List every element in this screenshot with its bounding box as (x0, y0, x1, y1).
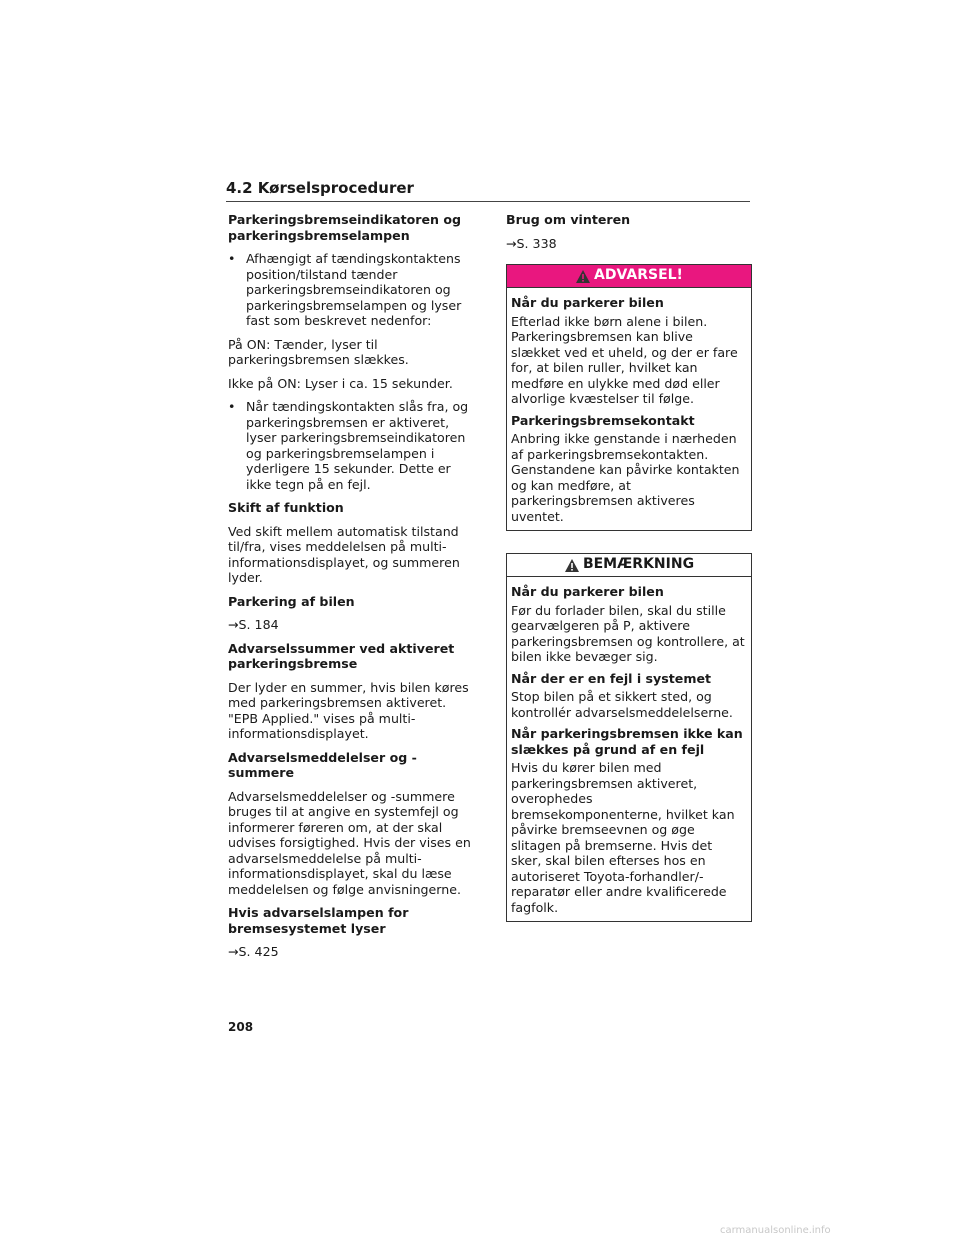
warning-box-body (507, 288, 751, 530)
warning-box-title: ADVARSEL! (594, 267, 683, 284)
paragraph: Ved skift mellem automatisk tilstand til/fra, vises meddelelsen på multi-informationsdisplayet, og summeren lyder. (228, 523, 460, 585)
bullet-text: Afhængigt af tændingskontaktens position/tilstand tænder parkeringsbremseindikatoren og parkeringsbremselampen og lyser fast som beskrevet nedenfor: (246, 251, 462, 328)
heading-warning-messages: Advarselsmeddelelser og -summere (228, 749, 417, 780)
bullet-item (228, 399, 474, 492)
watermark: carmanualsonline.info (720, 1225, 831, 1236)
warning-box-header (507, 265, 751, 288)
page-reference-link[interactable]: →S. 425 (228, 944, 279, 959)
notice-heading: Når du parkerer bilen (511, 584, 664, 599)
warning-triangle-icon (564, 558, 580, 573)
section-title: 4.2 Kørselsprocedurer (226, 179, 414, 197)
heading-brake-warning-light: Hvis advarselslampen for bremsesystemet lyser (228, 905, 409, 936)
heading-warning-buzzer: Advarselssummer ved aktiveret parkeringsbremse (228, 640, 455, 671)
warning-heading: Når du parkerer bilen (511, 295, 664, 310)
section-header (226, 178, 750, 202)
notice-paragraph: Stop bilen på et sikkert sted, og kontrollér advarselsmeddelelserne. (511, 689, 733, 720)
notice-box-body (507, 577, 751, 921)
notice-box-title: BEMÆRKNING (582, 556, 695, 573)
notice-paragraph: Hvis du kører bilen med parkeringsbremsen aktiveret, overophedes bremsekomponenterne, hvilket kan påvirke bremseevnen og øge slitagen på bremserne. Hvis det sker, skal bilen efterses hos en autoriseret Toyota-forhandler/-reparatør eller andre kvalificerede fagfolk. (511, 760, 735, 915)
bullet-item (228, 251, 474, 329)
heading-function-switch: Skift af funktion (228, 500, 344, 515)
left-column (228, 212, 474, 968)
notice-box (506, 553, 752, 922)
page-reference-link[interactable]: →S. 338 (506, 235, 557, 251)
heading-winter-use: Brug om vinteren (506, 212, 631, 227)
notice-box-header (507, 554, 751, 577)
bullet-dot: • (228, 251, 236, 266)
warning-paragraph: Efterlad ikke børn alene i bilen. Parkeringsbremsen kan blive slækket ved et uheld, og der er fare for, at bilen ruller, hvilket kan medføre en ulykke med død eller alvorlige kvæstelser til følge. (511, 313, 738, 406)
right-column (506, 212, 752, 922)
warning-heading: Parkeringsbremsekontakt (511, 412, 695, 428)
page-reference-link[interactable]: →S. 184 (228, 617, 279, 632)
bullet-dot: • (228, 399, 236, 414)
paragraph: Der lyder en summer, hvis bilen køres med parkeringsbremsen aktiveret. "EPB Applied." vises på multi-informationsdisplayet. (228, 679, 469, 741)
page-number: 208 (228, 1020, 254, 1034)
paragraph: Advarselsmeddelelser og -summere bruges til at angive en systemfejl og informerer føreren om, at der skal udvises forsigtighed. Hvis der vises en advarselsmeddelelse på multi-informationsdisplayet, skal du læse meddelelsen og følge anvisningerne. (228, 788, 471, 897)
paragraph: På ON: Tænder, lyser til parkeringsbremsen slækkes. (228, 336, 409, 367)
warning-paragraph: Anbring ikke genstande i nærheden af parkeringsbremsekontakten. Genstandene kan påvirke kontakten og kan medføre, at parkeringsbremsen aktiveres uventet. (511, 431, 740, 524)
notice-heading: Når der er en fejl i systemet (511, 670, 711, 686)
heading-parking: Parkering af bilen (228, 593, 355, 609)
warning-box (506, 264, 752, 531)
notice-paragraph: Før du forlader bilen, skal du stille gearvælgeren på P, aktivere parkeringsbremsen og kontrollere, at bilen ikke bevæger sig. (511, 602, 745, 664)
paragraph: Ikke på ON: Lyser i ca. 15 sekunder. (228, 375, 453, 391)
bullet-text: Når tændingskontakten slås fra, og parkeringsbremsen er aktiveret, lyser parkeringsbremseindikatoren og parkeringsbremselampen i yderligere 15 sekunder. Dette er ikke tegn på en fejl. (246, 399, 469, 492)
notice-heading: Når parkeringsbremsen ikke kan slækkes på grund af en fejl (511, 726, 743, 757)
warning-triangle-icon (575, 269, 591, 284)
heading-indicator: Parkeringsbremseindikatoren og parkeringsbremselampen (228, 212, 462, 243)
